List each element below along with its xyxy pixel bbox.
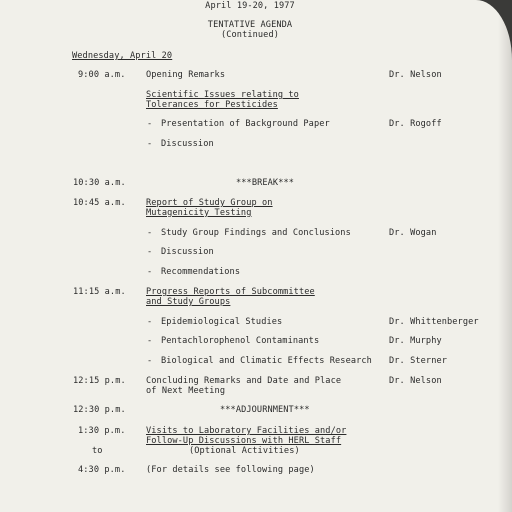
bullet-dash: - (147, 228, 153, 238)
session-title: Scientific Issues relating to (146, 90, 299, 100)
speaker: Dr. Whittenberger (389, 317, 479, 327)
session-title: Visits to Laboratory Facilities and/or (146, 426, 347, 436)
speaker: Dr. Wogan (389, 228, 437, 238)
agenda-subitem: Discussion (161, 247, 214, 257)
session-title: Progress Reports of Subcommittee (146, 287, 315, 297)
time-label: 1:30 p.m. (78, 426, 126, 436)
time-label: 10:30 a.m. (73, 178, 126, 188)
agenda-subitem: Study Group Findings and Conclusions (161, 228, 351, 238)
agenda-item: of Next Meeting (146, 386, 226, 396)
time-label: 10:45 a.m. (73, 198, 126, 208)
bullet-dash: - (147, 119, 153, 129)
bullet-dash: - (147, 139, 153, 149)
time-label: 12:15 p.m. (73, 376, 126, 386)
speaker: Dr. Sterner (389, 356, 448, 366)
session-title: and Study Groups (146, 297, 231, 307)
agenda-subitem: Recommendations (161, 267, 241, 277)
speaker: Dr. Murphy (389, 336, 442, 346)
bullet-dash: - (147, 336, 153, 346)
date-line: April 19-20, 1977 (205, 1, 295, 11)
agenda-subitem: Presentation of Background Paper (161, 119, 330, 129)
session-title: Follow-Up Discussions with HERL Staff (146, 436, 342, 446)
time-label: 12:30 p.m. (73, 405, 126, 415)
speaker: Dr. Rogoff (389, 119, 442, 129)
day-heading: Wednesday, April 20 (72, 51, 173, 61)
agenda-subitem: Epidemiological Studies (161, 317, 283, 327)
bullet-dash: - (147, 247, 153, 257)
session-title: Tolerances for Pesticides (146, 100, 278, 110)
adjournment-label: ***ADJOURNMENT*** (220, 405, 310, 415)
speaker: Dr. Nelson (389, 376, 442, 386)
time-label: 11:15 a.m. (73, 287, 126, 297)
page-edge-shadow (498, 0, 512, 512)
agenda-subitem: Biological and Climatic Effects Research (161, 356, 372, 366)
bullet-dash: - (147, 356, 153, 366)
session-title: Report of Study Group on (146, 198, 273, 208)
speaker: Dr. Nelson (389, 70, 442, 80)
agenda-subitem: Discussion (161, 139, 214, 149)
bullet-dash: - (147, 317, 153, 327)
time-label: 4:30 p.m. (78, 465, 126, 475)
session-note: (Optional Activities) (189, 446, 300, 456)
agenda-title: TENTATIVE AGENDA (207, 20, 293, 30)
details-note: (For details see following page) (146, 465, 315, 475)
time-separator: to (92, 446, 103, 456)
bullet-dash: - (147, 267, 153, 277)
agenda-item: Concluding Remarks and Date and Place (146, 376, 342, 386)
break-label: ***BREAK*** (236, 178, 295, 188)
session-title: Mutagenicity Testing (146, 208, 252, 218)
agenda-item: Opening Remarks (146, 70, 226, 80)
agenda-subitem: Pentachlorophenol Contaminants (161, 336, 320, 346)
time-label: 9:00 a.m. (78, 70, 126, 80)
agenda-subtitle: (Continued) (220, 30, 279, 40)
